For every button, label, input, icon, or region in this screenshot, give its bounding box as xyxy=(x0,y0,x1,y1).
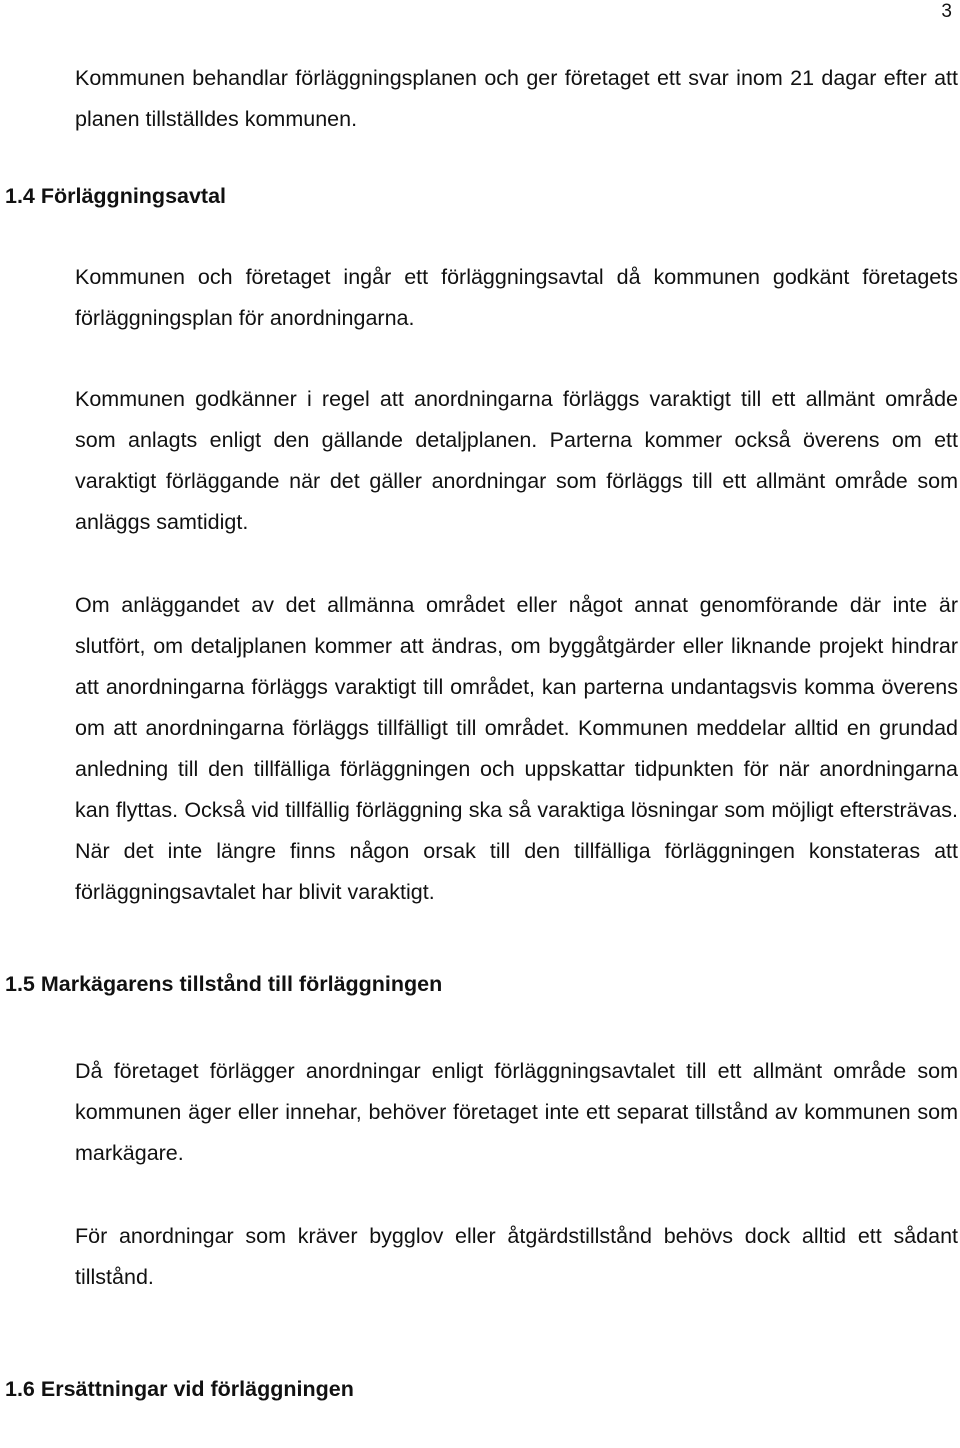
section-heading-1-4: 1.4 Förläggningsavtal xyxy=(5,184,227,208)
page-number: 3 xyxy=(941,1,952,22)
paragraph-building-permit: För anordningar som kräver bygglov eller åtgärdstillstånd behövs dock alltid ett sådant tillstånd. xyxy=(75,1224,958,1289)
paragraph-plan-response: Kommunen behandlar förläggningsplanen och ger företaget ett svar inom 21 dagar efter att planen tillställdes kommunen. xyxy=(75,66,958,131)
section-heading-1-6: 1.6 Ersättningar vid förläggningen xyxy=(5,1377,354,1401)
section-heading-1-5: 1.5 Markägarens tillstånd till förläggningen xyxy=(5,972,443,996)
paragraph-agreement-intro: Kommunen och företaget ingår ett förläggningsavtal då kommunen godkänt företagets förläggningsplan för anordningarna. xyxy=(75,265,958,330)
paragraph-permanent-placement: Kommunen godkänner i regel att anordningarna förläggs varaktigt till ett allmänt område som anlagts enligt den gällande detaljplanen. Parterna kommer också överens om ett varaktigt förläggande när det gäller anordningar som förläggs till ett allmänt område som anläggs samtidigt. xyxy=(75,387,958,534)
paragraph-temporary-placement: Om anläggandet av det allmänna området eller något annat genomförande där inte är slutfört, om detaljplanen kommer att ändras, om byggåtgärder eller liknande projekt hindrar att anordningarna förläggs varaktigt till området, kan parterna undantagsvis komma överens om att anordningarna förläggs tillfälligt till området. Kommunen meddelar alltid en grundad anledning till den tillfälliga förläggningen och uppskattar tidpunkten för när anordningarna kan flyttas. Också vid tillfällig förläggning ska så varaktiga lösningar som möjligt eftersträvas. När det inte längre finns någon orsak till den tillfälliga förläggningen konstateras att förläggningsavtalet har blivit varaktigt. xyxy=(75,593,958,904)
document-body xyxy=(5,58,958,1402)
paragraph-landowner-permission: Då företaget förlägger anordningar enligt förläggningsavtalet till ett allmänt område som kommunen äger eller innehar, behöver företaget inte ett separat tillstånd av kommunen som markägare. xyxy=(75,1059,958,1165)
